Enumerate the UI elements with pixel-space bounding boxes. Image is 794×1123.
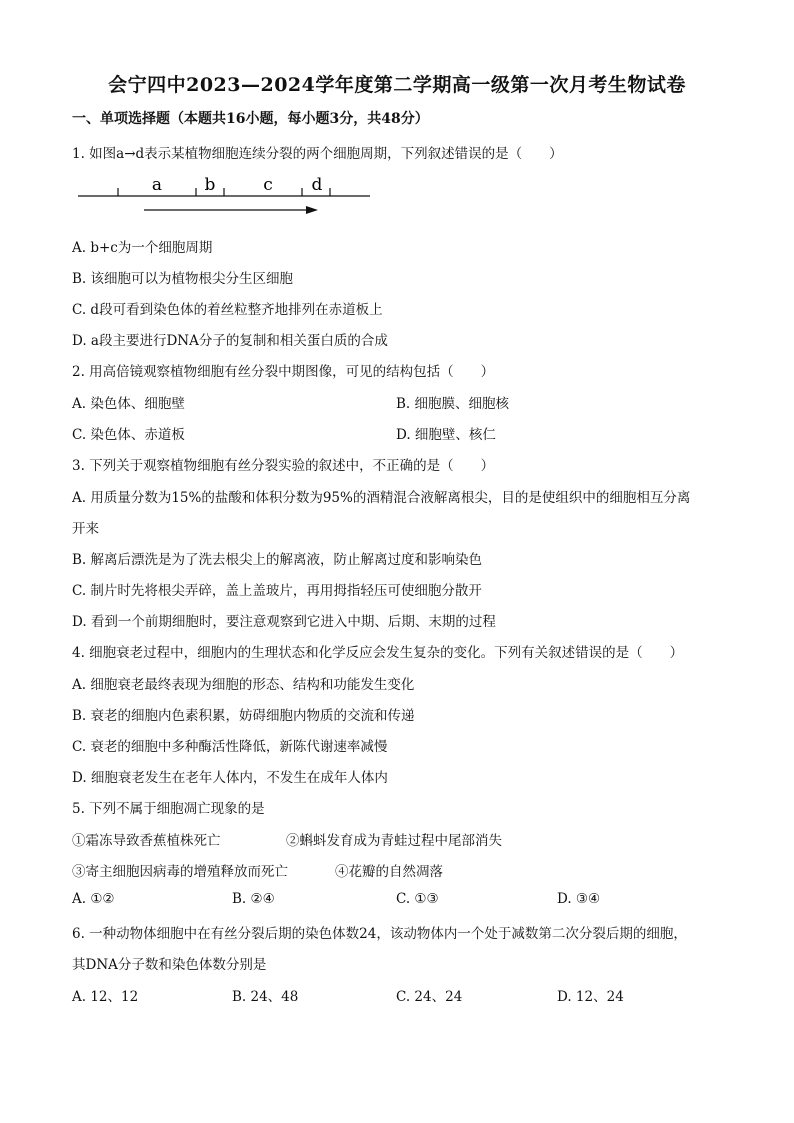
q5-item-3: ③寄主细胞因病毒的增殖释放而死亡 <box>72 864 288 880</box>
arrow-head <box>306 206 318 214</box>
label-d: d <box>311 175 323 195</box>
q1-option-c: C. d段可看到染色体的着丝粒整齐地排列在赤道板上 <box>72 302 383 318</box>
q5-option-a: A. ①② <box>72 891 115 907</box>
cell-cycle-diagram <box>72 168 382 220</box>
q4-option-a: A. 细胞衰老最终表现为细胞的形态、结构和功能发生变化 <box>72 677 415 693</box>
q2-option-c: C. 染色体、赤道板 <box>72 427 185 443</box>
q4-option-d: D. 细胞衰老发生在老年人体内，不发生在成年人体内 <box>72 770 388 786</box>
question-6-stem: 6. 一种动物体细胞中在有丝分裂后期的染色体数24，该动物体内一个处于减数第二次分裂后期的细胞， <box>72 926 687 942</box>
q6-option-a: A. 12、12 <box>72 989 139 1005</box>
label-c: c <box>263 175 273 195</box>
q1-option-d: D. a段主要进行DNA分子的复制和相关蛋白质的合成 <box>72 333 388 349</box>
q3-option-b: B. 解离后漂洗是为了洗去根尖上的解离液，防止解离过度和影响染色 <box>72 552 483 568</box>
q5-option-b: B. ②④ <box>232 891 275 907</box>
q2-option-b: B. 细胞膜、细胞核 <box>396 396 510 412</box>
q1-option-b: B. 该细胞可以为植物根尖分生区细胞 <box>72 271 294 287</box>
exam-title: 会宁四中2023—2024学年度第二学期高一级第一次月考生物试卷 <box>108 74 686 96</box>
question-4-stem: 4. 细胞衰老过程中，细胞内的生理状态和化学反应会发生复杂的变化。下列有关叙述错误的是（ ） <box>72 645 684 661</box>
q2-option-a: A. 染色体、细胞壁 <box>72 396 185 412</box>
label-a: a <box>151 175 163 195</box>
q4-option-b: B. 衰老的细胞内色素积累，妨碍细胞内物质的交流和传递 <box>72 708 415 724</box>
q3-option-a-cont: 开来 <box>72 521 99 537</box>
q1-option-a: A. b+c为一个细胞周期 <box>72 240 213 256</box>
q5-item-2: ②蝌蚪发育成为青蛙过程中尾部消失 <box>286 833 502 849</box>
q5-item-1: ①霜冻导致香蕉植株死亡 <box>72 833 221 849</box>
q6-option-d: D. 12、24 <box>557 989 624 1005</box>
q3-option-a: A. 用质量分数为15%的盐酸和体积分数为95%的酒精混合液解离根尖，目的是使组织中的细胞相互分离 <box>72 490 691 506</box>
section-heading: 一、单项选择题（本题共16小题，每小题3分，共48分） <box>72 111 429 127</box>
label-b: b <box>204 175 216 195</box>
q5-option-d: D. ③④ <box>557 891 601 907</box>
question-1-stem: 1. 如图a→d表示某植物细胞连续分裂的两个细胞周期，下列叙述错误的是（ ） <box>72 146 563 162</box>
question-2-stem: 2. 用高倍镜观察植物细胞有丝分裂中期图像，可见的结构包括（ ） <box>72 364 495 380</box>
question-3-stem: 3. 下列关于观察植物细胞有丝分裂实验的叙述中，不正确的是（ ） <box>72 458 495 474</box>
q6-option-b: B. 24、48 <box>232 989 299 1005</box>
question-6-stem-cont: 其DNA分子数和染色体数分别是 <box>72 957 267 973</box>
q2-option-d: D. 细胞壁、核仁 <box>396 427 496 443</box>
q3-option-c: C. 制片时先将根尖弄碎，盖上盖玻片，再用拇指轻压可使细胞分散开 <box>72 583 482 599</box>
q4-option-c: C. 衰老的细胞中多种酶活性降低，新陈代谢速率减慢 <box>72 739 388 755</box>
q3-option-d: D. 看到一个前期细胞时，要注意观察到它进入中期、后期、末期的过程 <box>72 614 496 630</box>
q6-option-c: C. 24、24 <box>396 989 463 1005</box>
question-5-stem: 5. 下列不属于细胞凋亡现象的是 <box>72 801 265 817</box>
q5-option-c: C. ①③ <box>396 891 439 907</box>
q5-item-4: ④花瓣的自然凋落 <box>335 864 443 880</box>
